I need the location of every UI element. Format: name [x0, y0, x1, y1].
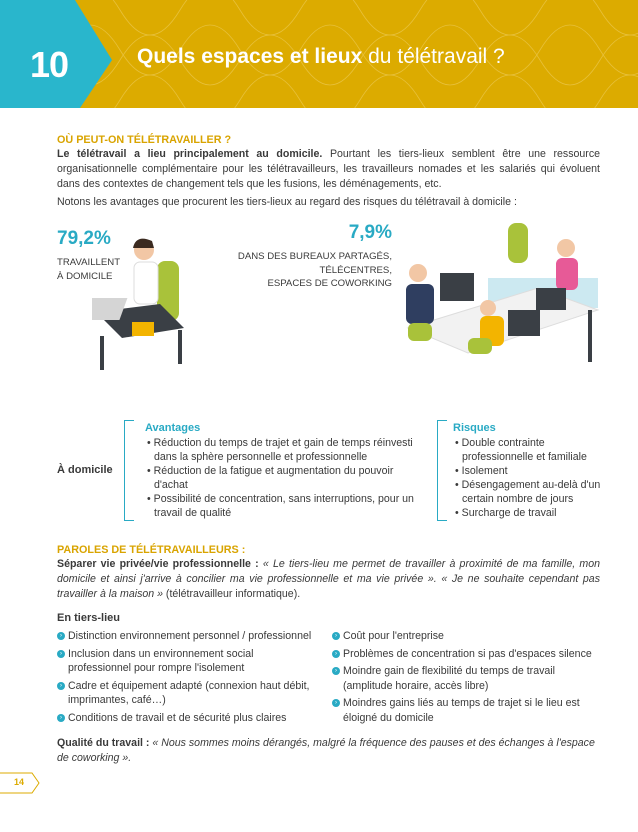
chevron-bullet-icon: ›	[57, 632, 65, 640]
intro-paragraph: Le télétravail a lieu principalement au domicile. Pourtant les tiers-lieux semblent être une ressource organisationnelle complémentaire pour les télétravailleurs, les travailleurs nomades et les salariés qui évoluent dans des contextes de changement tels que les fusions, les déménagements, etc.	[57, 148, 601, 190]
quote-qualite: Qualité du travail : « Nous sommes moins dérangés, malgré la fréquence des pauses et des échanges à l'espace de coworking ».	[57, 737, 595, 764]
stat-cowork-value: 7,9%	[348, 222, 392, 243]
list-item: • Réduction du temps de trajet et gain de temps réinvesti dans la sphère personnelle et professionnelle	[145, 436, 430, 464]
list-item: › Moindre gain de flexibilité du temps de travail (amplitude horaire, accès libre)	[332, 664, 600, 693]
list-item: • Possibilité de concentration, sans interruptions, pour un travail de qualité	[145, 492, 430, 520]
list-item: › Coût pour l'entreprise	[332, 629, 600, 644]
advantages-title: Avantages	[145, 422, 201, 434]
coworking-illustration	[388, 218, 603, 373]
list-item: › Conditions de travail et de sécurité plus claires	[57, 711, 319, 726]
list-item: › Distinction environnement personnel / professionnel	[57, 629, 319, 644]
tiers-lieu-risks	[332, 629, 600, 728]
advantages-list	[145, 436, 430, 520]
risks-list	[453, 436, 613, 520]
chevron-bullet-icon: ›	[57, 682, 65, 690]
bracket	[124, 420, 134, 521]
chevron-bullet-icon: ›	[332, 699, 340, 707]
list-item: • Réduction de la fatigue et augmentation du pouvoir d'achat	[145, 464, 430, 492]
tiers-lieu-columns	[57, 629, 600, 728]
list-item: • Double contrainte professionnelle et familiale	[453, 436, 613, 464]
chevron-bullet-icon: ›	[332, 650, 340, 658]
list-item: › Problèmes de concentration si pas d'espaces silence	[332, 647, 600, 662]
row-label-domicile: À domicile	[57, 464, 113, 476]
list-item: • Surcharge de travail	[453, 506, 613, 520]
chevron-bullet-icon: ›	[57, 650, 65, 658]
chevron-bullet-icon: ›	[332, 667, 340, 675]
bracket	[437, 420, 447, 521]
list-item: › Moindres gains liés au temps de trajet si le lieu est éloigné du domicile	[332, 696, 600, 725]
tiers-lieu-advantages	[57, 629, 319, 728]
section-heading: OÙ PEUT-ON TÉLÉTRAVAILLER ?	[57, 134, 232, 146]
intro-section	[57, 134, 600, 210]
stat-home-label: TRAVAILLENT À DOMICILE	[57, 257, 121, 282]
paroles-section	[57, 544, 600, 766]
paroles-heading: PAROLES DE TÉLÉTRAVAILLEURS :	[57, 544, 246, 556]
tiers-lieu-heading: En tiers-lieu	[57, 612, 120, 624]
list-item: • Désengagement au-delà d'un certain nombre de jours	[453, 478, 613, 506]
chapter-header	[0, 0, 638, 108]
home-worker-illustration	[92, 236, 192, 376]
page-number: 14	[14, 777, 25, 787]
list-item: • Isolement	[453, 464, 613, 478]
list-item: › Cadre et équipement adapté (connexion haut débit, imprimantes, café…)	[57, 679, 319, 708]
chevron-bullet-icon: ›	[57, 714, 65, 722]
risks-title: Risques	[453, 422, 496, 434]
intro-note: Notons les avantages que procurent les tiers-lieux au regard des risques du télétravail à domicile :	[57, 196, 517, 208]
quote-vie-privee: Séparer vie privée/vie professionnelle : « Le tiers-lieu me permet de travailler à proximité de ma famille, mon domicile et ainsi j'arrive à concilier ma vie professionnelle et ma vie privée ». « Je ne souhaite cependant pas travailler à la maison » (télétravailleur informatique).	[57, 558, 600, 600]
list-item: › Inclusion dans un environnement social professionnel pour rompre l'isolement	[57, 647, 319, 676]
page-title: Quels espaces et lieux du télétravail ?	[137, 45, 505, 68]
chapter-number: 10	[30, 44, 69, 85]
chevron-bullet-icon: ›	[332, 632, 340, 640]
stat-home-value: 79,2%	[57, 228, 111, 249]
stat-cowork-label: DANS DES BUREAUX PARTAGÉS, TÉLÉCENTRES, ESPACES DE COWORKING	[237, 251, 392, 289]
